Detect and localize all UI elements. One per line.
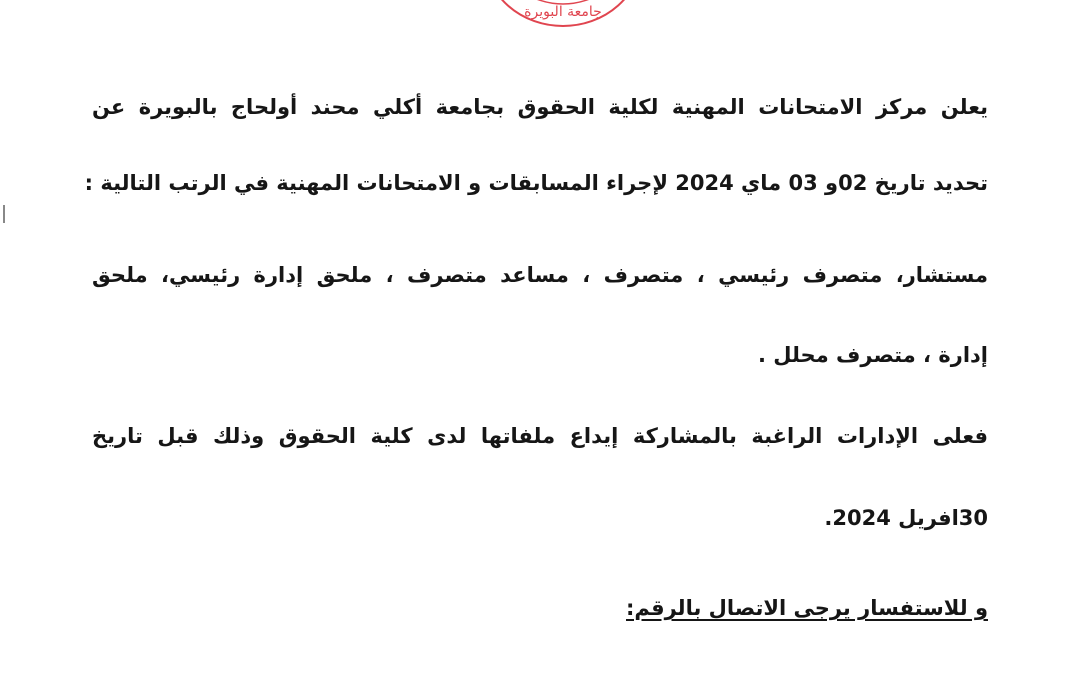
deadline-line: 30افريل 2024. bbox=[824, 506, 988, 530]
submission-line: فعلى الإدارات الراغبة بالمشاركة إيداع ملفاتها لدى كلية الحقوق وذلك قبل تاريخ bbox=[92, 424, 988, 448]
grades-line-2: إدارة ، متصرف محلل . bbox=[757, 343, 988, 367]
university-stamp bbox=[478, 0, 648, 40]
grades-line-1: مستشار، متصرف رئيسي ، متصرف ، مساعد متصرف ، ملحق إدارة رئيسي، ملحق bbox=[92, 263, 988, 287]
scan-artifact bbox=[3, 205, 5, 223]
stamp-text: جامعة البويرة bbox=[524, 4, 602, 20]
announcement-line-2: تحديد تاريخ 02و 03 ماي 2024 لإجراء المسابقات و الامتحانات المهنية في الرتب التالية : bbox=[84, 171, 988, 195]
announcement-line-1: يعلن مركز الامتحانات المهنية لكلية الحقوق بجامعة أكلي محند أولحاج بالبويرة عن bbox=[92, 95, 988, 119]
contact-heading: و للاستفسار يرجى الاتصال بالرقم: bbox=[626, 596, 988, 620]
